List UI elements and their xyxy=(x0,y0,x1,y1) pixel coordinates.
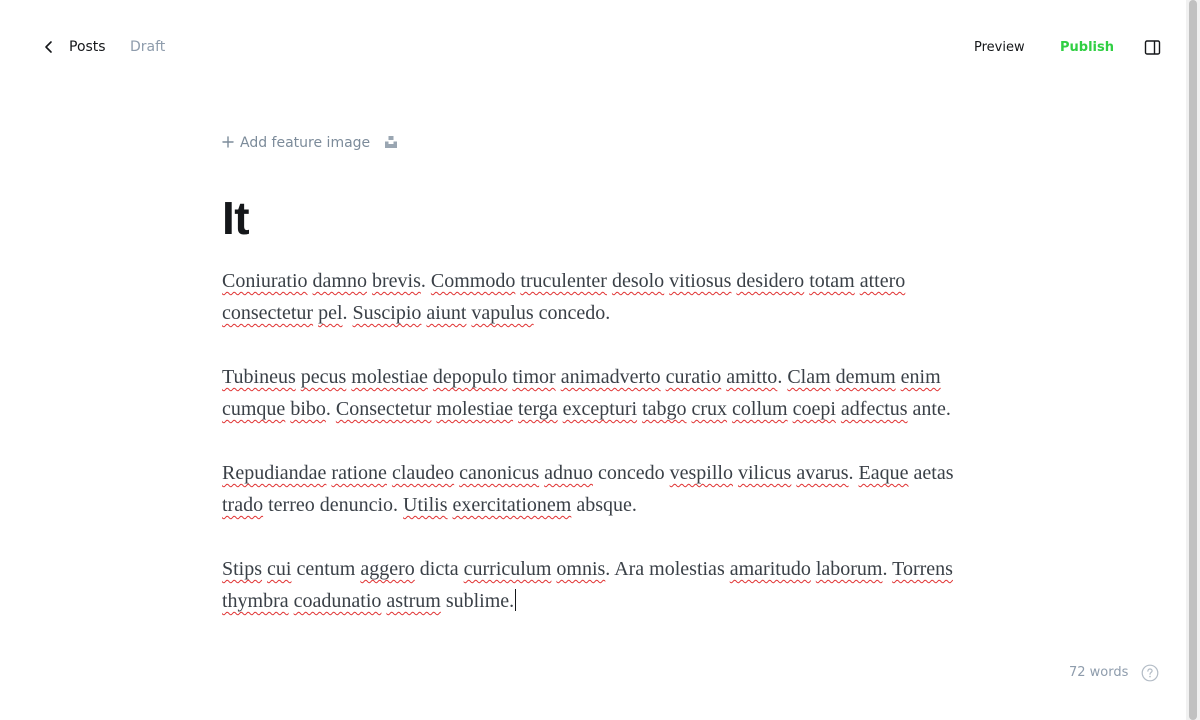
paragraph: Stips cui centum aggero dicta curriculum omnis. Ara molestias amaritudo laborum. Torrens thymbra coadunatio astrum sublime. xyxy=(222,558,953,612)
plus-icon xyxy=(222,134,234,146)
scrollbar[interactable] xyxy=(1186,0,1200,720)
add-feature-image-button[interactable] xyxy=(222,133,370,153)
sidebar-toggle-icon[interactable] xyxy=(1144,39,1161,56)
unsplash-icon[interactable] xyxy=(384,135,398,149)
paragraph: Tubineus pecus molestiae depopulo timor animadverto curatio amitto. Clam demum enim cumque bibo. Consectetur molestiae terga excepturi tabgo crux collum coepi adfectus ante. xyxy=(222,366,951,420)
publish-button[interactable]: Publish xyxy=(1060,40,1114,55)
add-feature-image-label: Add feature image xyxy=(240,135,371,151)
post-status: Draft xyxy=(130,39,166,55)
breadcrumb-posts-link[interactable]: Posts xyxy=(69,39,106,55)
preview-button[interactable]: Preview xyxy=(974,40,1025,55)
paragraph: Coniuratio damno brevis. Commodo truculenter desolo vitiosus desidero totam attero consectetur pel. Suscipio aiunt vapulus concedo. xyxy=(222,270,906,324)
editor-header xyxy=(0,0,1186,94)
post-body-editor[interactable] xyxy=(222,265,972,649)
post-title[interactable]: It xyxy=(222,192,250,244)
scrollbar-thumb[interactable] xyxy=(1189,0,1197,720)
help-circle-icon[interactable] xyxy=(1141,664,1159,682)
chevron-left-icon[interactable] xyxy=(40,38,58,56)
word-count: 72 words xyxy=(1069,665,1129,680)
paragraph: Repudiandae ratione claudeo canonicus adnuo concedo vespillo vilicus avarus. Eaque aetas trado terreo denuncio. Utilis exercitationem absque. xyxy=(222,462,954,516)
text-caret xyxy=(515,589,516,611)
